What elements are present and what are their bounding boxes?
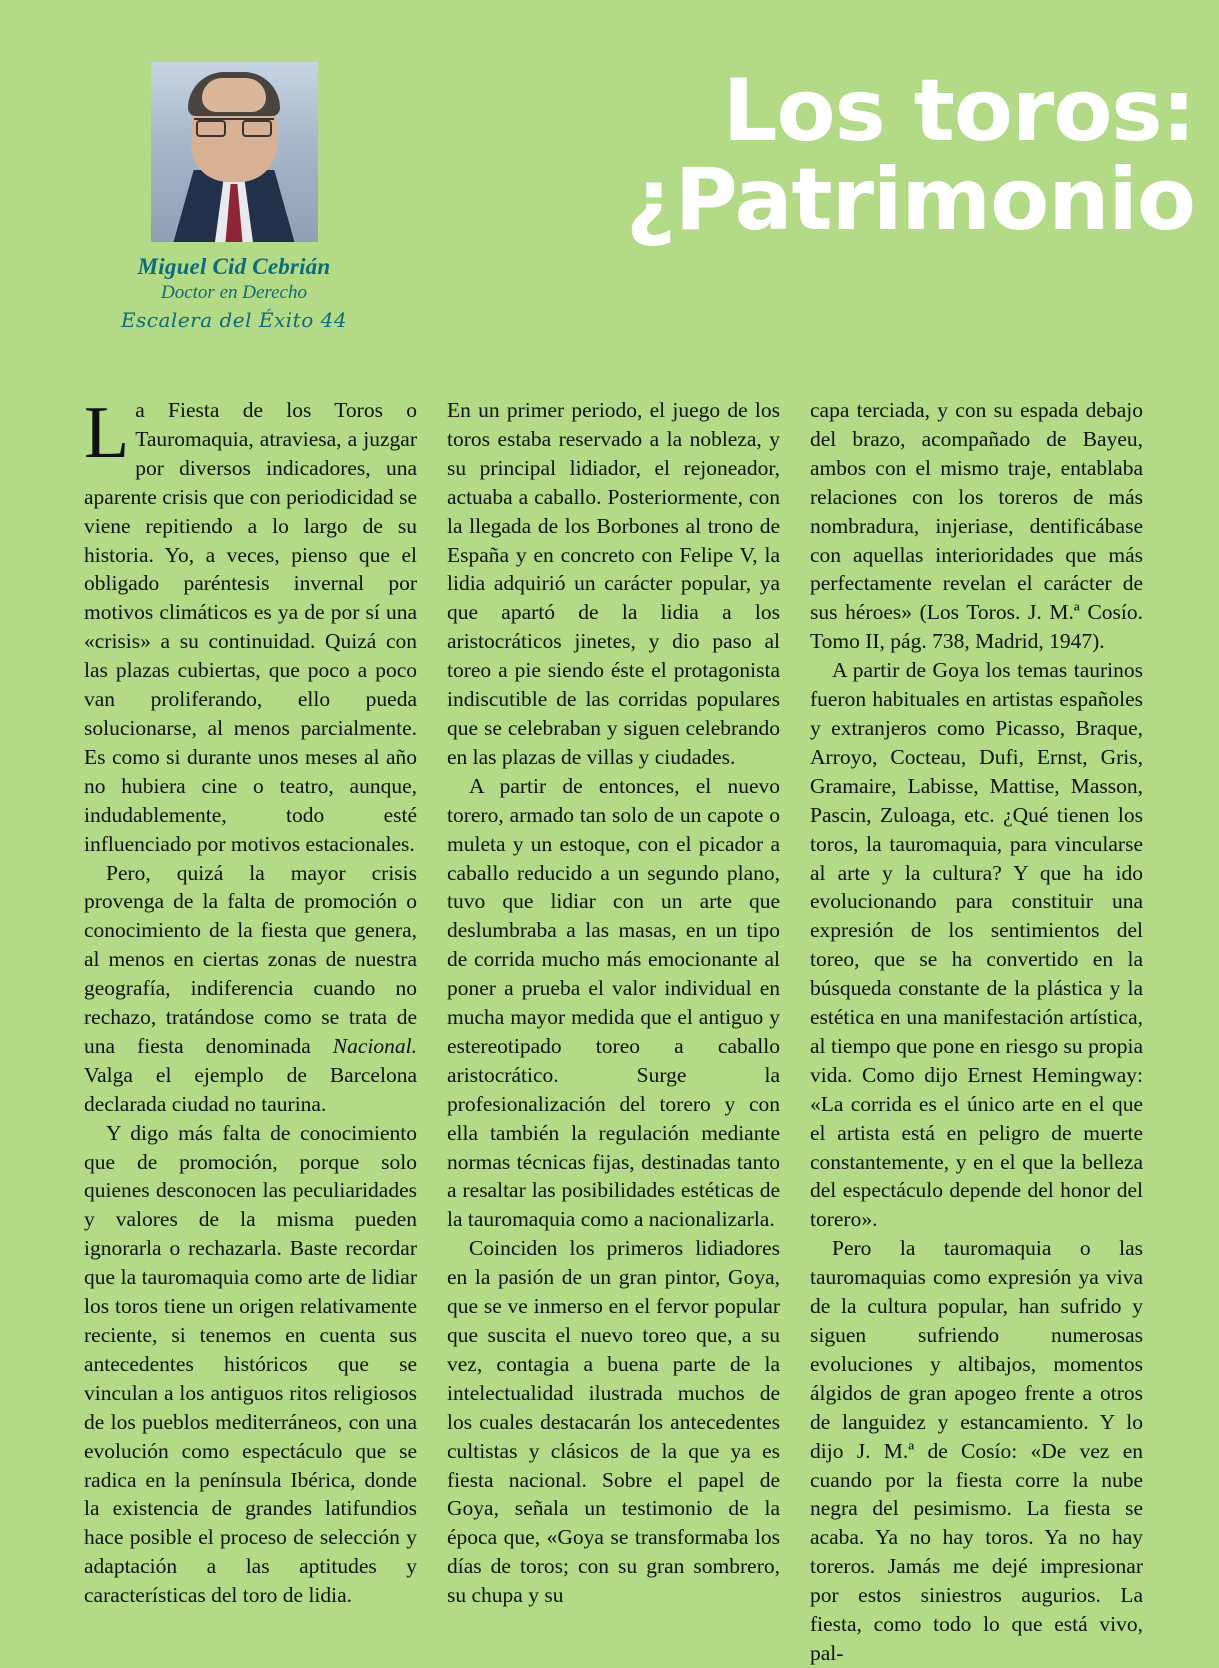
emphasis-nacional: Nacional. bbox=[332, 1033, 417, 1058]
paragraph bbox=[84, 392, 417, 859]
body-column-3 bbox=[810, 396, 1143, 1668]
headline-line-1: Los toros: bbox=[722, 61, 1195, 161]
paragraph-text: Pero, quizá la mayor crisis provenga de la falta de promoción o conocimiento de la fiesta que genera, al menos en ciertas zonas de nuestra geografía, indiferencia cuando no rechazo, tratándose como se trata de una fiesta denominada bbox=[84, 860, 417, 1058]
paragraph-text: a Fiesta de los Toros o Tauromaquia, atraviesa, a juzgar por diversos indicadores, una aparente crisis que con periodicidad se viene repitiendo a lo largo de su historia. Yo, a veces, pienso que el obligado paréntesis invernal por motivos climáticos es ya de por sí una «crisis» a su continuidad. Quizá con las plazas cubiertas, que poco a poco van proliferando, ello pueda solucionarse, al menos parcialmente. Es como si durante unos meses al año no hubiera cine o teatro, aunque, indudablemente, todo esté influenciado por motivos estacionales. bbox=[84, 398, 417, 856]
paragraph: Y digo más falta de conocimiento que de promoción, porque solo quienes desconocen las peculiaridades y valores de la misma pueden ignorarla o rechazarla. Baste recordar que la tauromaquia como arte de lidiar los toros tiene un origen relativamente reciente, si tenemos en cuenta sus antecedentes históricos que se vinculan a los antiguos ritos religiosos de los pueblos mediterráneos, con una evolución como espectáculo que se radica en la península Ibérica, donde la existencia de grandes latifundios hace posible el proceso de selección y adaptación a las aptitudes y características del toro de lidia. bbox=[84, 1120, 417, 1608]
paragraph: Pero la tauromaquia o las tauromaquias como expresión ya viva de la cultura popular, han sufrido y siguen sufriendo numerosas evoluciones y altibajos, momentos álgidos de gran apogeo frente a otros de languidez y estancamiento. Y lo dijo J. M.ª de Cosío: «De vez en cuando por la fiesta corre la nube negra del pesimismo. La fiesta se acaba. Ya no hay toros. Ya no hay toreros. Jamás me dejé impresionar por estos siniestros augurios. La fiesta, como todo lo que está vivo, pal- bbox=[810, 1236, 1143, 1665]
paragraph: A partir de Goya los temas taurinos fueron habituales en artistas españoles y extranjeros como Picasso, Braque, Arroyo, Cocteau, Dufi, Ernst, Gris, Gramaire, Labisse, Mattise, Masson, Pascin, Zuloaga, etc. ¿Qué tienen los toros, la tauromaquia, para vincularse al arte y la cultura? Y que ha ido evolucionando para constituir una expresión de los sentimientos del toreo, que se ha convertido en la búsqueda constante de la plástica y la estética en una manifestación artística, al tiempo que pone en riesgo su propia vida. Como dijo Ernest Hemingway: «La corrida es el único arte en el que el artista está en peligro de muerte constantemente, y en el que la belleza del espectáculo depende del honor del torero». bbox=[810, 658, 1143, 1232]
paragraph-text-end: Valga el ejemplo de Barcelona declarada ciudad no taurina. bbox=[84, 1062, 417, 1116]
paragraph bbox=[84, 859, 417, 1119]
drop-cap: L bbox=[84, 392, 130, 474]
article-headline bbox=[435, 61, 1195, 251]
body-column-2 bbox=[447, 396, 780, 1668]
author-block bbox=[84, 62, 384, 332]
author-name: Miguel Cid Cebrián bbox=[137, 254, 331, 279]
paragraph: Coinciden los primeros lidiadores en la pasión de un gran pintor, Goya, que se ve inmerso en el fervor popular que suscita el nuevo toreo que, a su vez, contagia a buena parte de la intelectualidad ilustrada muchos de los cuales destacarán los antecedentes cultistas y clásicos de la que ya es fiesta nacional. Sobre el papel de Goya, señala un testimonio de la época que, «Goya se transformaba los días de toros; con su gran sombrero, su chupa y su bbox=[447, 1236, 780, 1608]
article-header bbox=[0, 0, 1219, 370]
glasses-icon bbox=[194, 118, 274, 136]
author-portrait-photo bbox=[151, 62, 318, 242]
paragraph: capa terciada, y con su espada debajo del brazo, acompañado de Bayeu, ambos con el mismo traje, entablaba relaciones con los toreros de más nombradura, injeriase, dentificábase con aquellas interioridades que más perfectamente revelan el carácter de sus héroes» (Los Toros. J. M.ª Cosío. Tomo II, pág. 738, Madrid, 1947). bbox=[810, 398, 1143, 654]
portrait-forehead bbox=[202, 78, 266, 112]
author-organization: Escalera del Éxito 44 bbox=[120, 308, 348, 332]
author-role: Doctor en Derecho bbox=[161, 282, 307, 303]
paragraph: A partir de entonces, el nuevo torero, armado tan solo de un capote o muleta y un estoque, con el picador a caballo reducido a un segundo plano, tuvo que lidiar con un arte que deslumbraba a las masas, en un tipo de corrida mucho más emocionante al poner a prueba el valor individual en mucha mayor medida que el antiguo y estereotipado toreo a caballo aristocrático. Surge la profesionalización del torero y con ella también la regulación mediante normas técnicas fijas, destinadas tanto a resaltar las posibilidades estéticas de la tauromaquia como a nacionalizarla. bbox=[447, 773, 780, 1232]
paragraph: En un primer periodo, el juego de los toros estaba reservado a la nobleza, y su principal lidiador, el rejoneador, actuaba a caballo. Posteriormente, con la llegada de los Borbones al trono de España y en concreto con Felipe V, la lidia adquirió un carácter popular, ya que apartó de la lidia a los aristocráticos jinetes, y dio paso al toreo a pie siendo éste el protagonista indiscutible de las corridas populares que se celebraban y siguen celebrando en las plazas de villas y ciudades. bbox=[447, 398, 780, 769]
headline-line-2: ¿Patrimonio bbox=[625, 150, 1195, 251]
article-body bbox=[84, 392, 1144, 1668]
body-column-1 bbox=[84, 392, 417, 1668]
